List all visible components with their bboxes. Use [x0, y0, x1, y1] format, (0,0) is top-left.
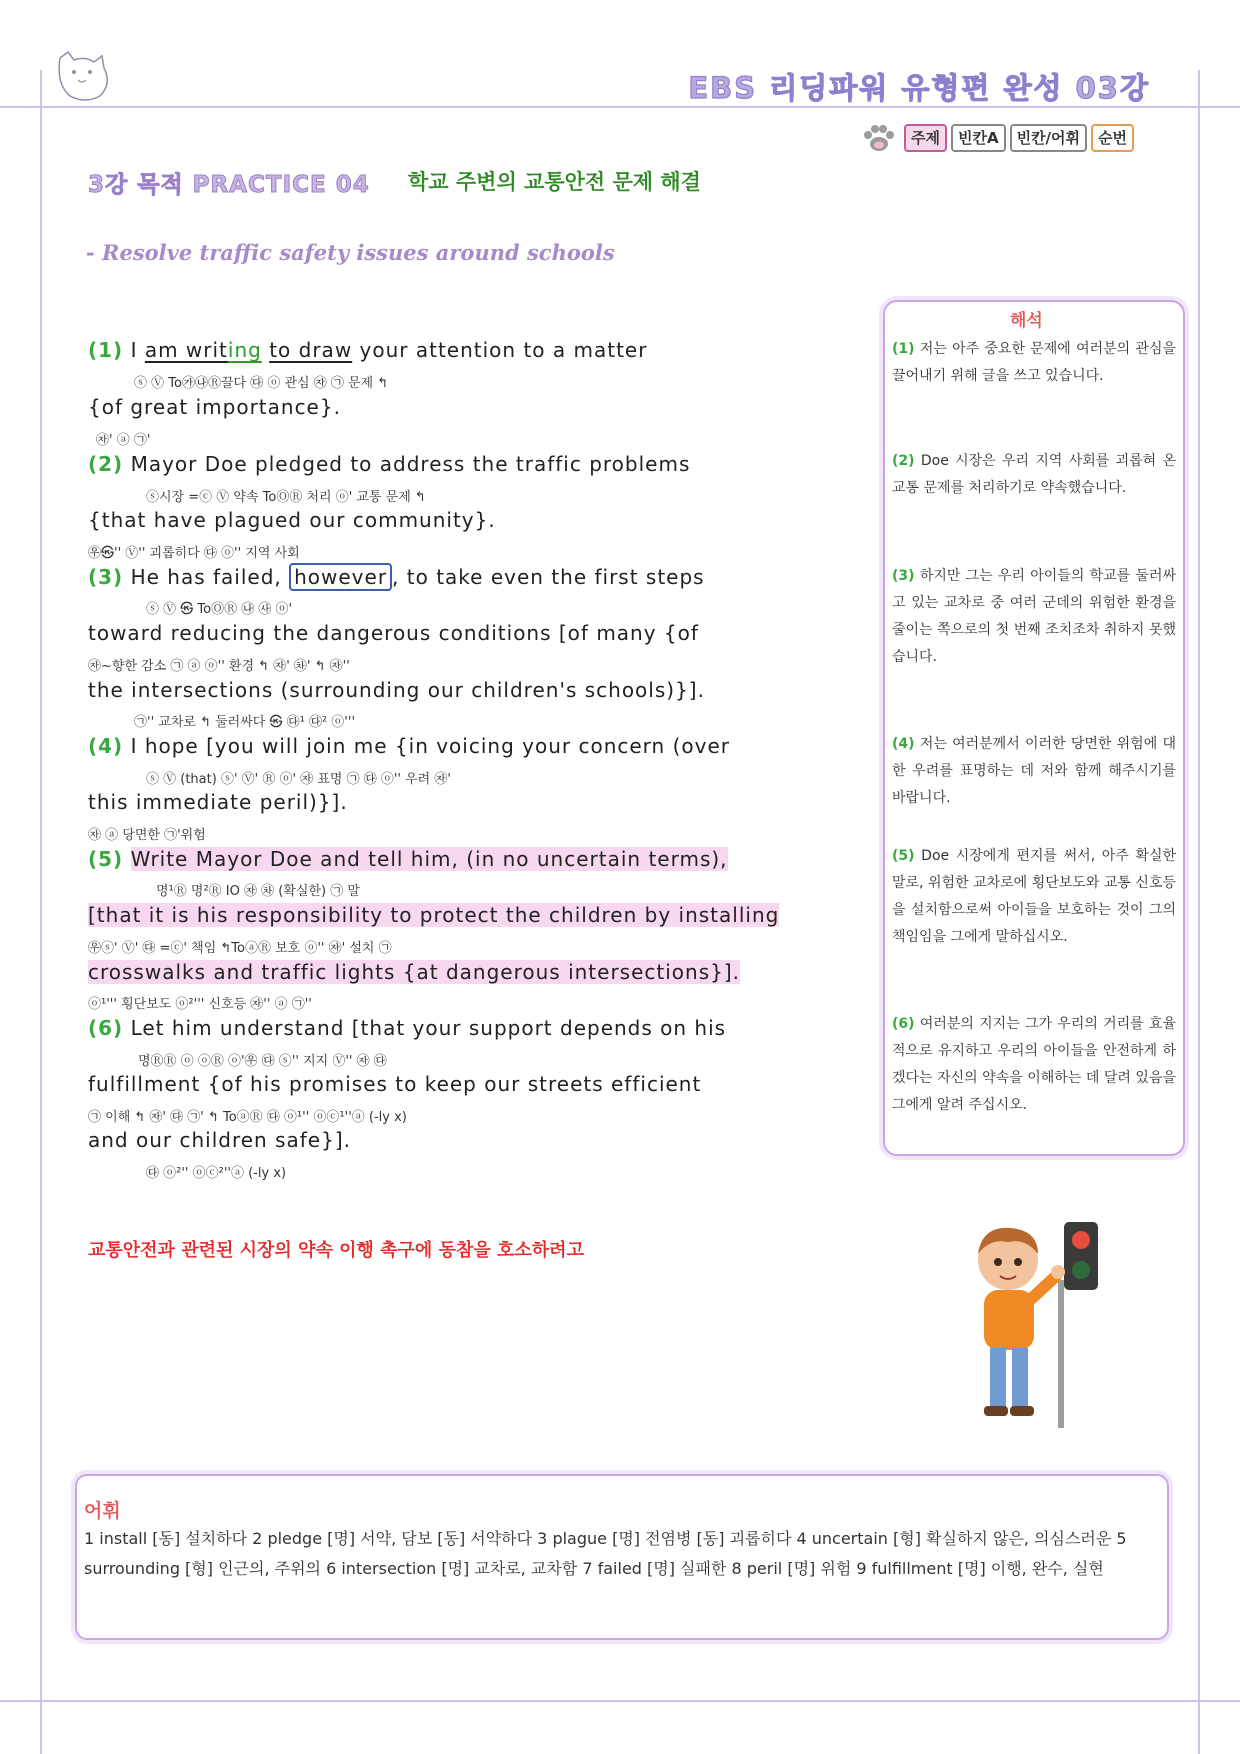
topic-english: - Resolve traffic safety issues around schools — [86, 240, 615, 265]
kid-traffic-light-illustration — [960, 1220, 1110, 1430]
gloss-5b: ㉾ⓢ' Ⓥ' ㉰ =ⓒ' 책임 ↰ToⓐⓇ 보호 ⓞ'' ㉶' 설치 ㉠ — [88, 941, 392, 956]
sentence-2-line-1: (2) Mayor Doe pledged to address the traffic problems — [88, 452, 691, 476]
translation-1: (1) 저는 아주 중요한 문제에 여러분의 관심을 끌어내기 위해 글을 쓰고 있습니다. — [892, 341, 1176, 384]
sentence-5-line-3: crosswalks and traffic lights {at dangerous intersections}]. — [88, 960, 741, 984]
gloss-6c: ㉰ ⓞ²'' ⓞⓒ²''ⓐ (-ly x) — [146, 1166, 287, 1181]
sentence-3-line-1: (3) He has failed, however , to take even the first steps — [88, 565, 705, 589]
type-tags — [904, 124, 1134, 152]
sentence-6-line-2: fulfillment {of his promises to keep our streets efficient — [88, 1072, 702, 1096]
sentence-5-line-1: (5) Write Mayor Doe and tell him, (in no uncertain terms), — [88, 847, 728, 871]
translation-5: (5) Doe 시장에게 편지를 써서, 아주 확실한 말로, 위험한 교차로에 횡단보도와 교통 신호등을 설치함으로써 아이들을 보호하는 것이 그의 책임임을 그에게 말하십시오. — [892, 848, 1177, 945]
gloss-2a: ⓢ시장 =ⓒ Ⓥ 약속 ToⓄⓇ 처리 ⓞ' 교통 문제 ↰ — [146, 490, 426, 505]
series-title: EBS 리딩파워 유형편 완성 03강 — [688, 71, 1150, 105]
sentence-6-line-3: and our children safe}]. — [88, 1128, 351, 1152]
footer-rule — [0, 1700, 1240, 1702]
purpose-statement: 교통안전과 관련된 시장의 약속 이행 촉구에 동참을 호소하려고 — [88, 1240, 584, 1261]
tag-blank-a[interactable]: 빈칸A — [951, 124, 1006, 152]
sentence-2-line-2: {that have plagued our community}. — [88, 508, 496, 532]
sentence-1-line-2: {of great importance}. — [88, 395, 341, 419]
translation-4: (4) 저는 여러분께서 이러한 당면한 위험에 대한 우려를 표명하는 데 저와 함께 해주시기를 바랍니다. — [892, 736, 1176, 806]
gloss-5c: ⓞ¹''' 횡단보도 ⓞ²''' 신호등 ㉶'' ⓐ ㉠'' — [88, 997, 312, 1012]
vocab-title: 어휘 — [84, 1500, 121, 1522]
sentence-4-line-2: this immediate peril)}]. — [88, 790, 348, 814]
gloss-3c: ㉠'' 교차로 ↰ 둘러싸다 ㉿ ㉰¹ ㉰² ⓞ''' — [134, 715, 356, 730]
left-rule — [40, 70, 42, 1754]
practice-label: 3강 목적 PRACTICE 04 — [88, 172, 370, 198]
tag-blank-vocab[interactable]: 빈칸/어휘 — [1010, 124, 1087, 152]
sentence-6-line-1: (6) Let him understand [that your support depends on his — [88, 1016, 727, 1040]
gloss-6b: ㉠ 이해 ↰ ㉶' ㉰ ㉠' ↰ ToⓐⓇ ㉰ ⓞ¹'' ⓞⓒ¹''ⓐ (-ly x) — [88, 1110, 407, 1125]
topic-korean: 학교 주변의 교통안전 문제 해결 — [408, 170, 701, 194]
cat-logo-icon — [50, 48, 120, 104]
tag-topic[interactable]: 주제 — [904, 124, 947, 152]
tag-order[interactable]: 순번 — [1091, 124, 1134, 152]
gloss-6a: 명ⓇⓇ ⓞ ⓞⓇ ⓞ'㉾ ㉰ ⓢ'' 지지 Ⓥ'' ㉶ ㉰ — [138, 1054, 387, 1069]
translation-3: (3) 하지만 그는 우리 아이들의 학교를 둘러싸고 있는 교차로 중 여러 군데의 위험한 환경을 줄이는 쪽으로의 첫 번째 조치조차 취하지 못했습니다. — [892, 568, 1176, 665]
gloss-1b: ㉶' ⓐ ㉠' — [96, 433, 151, 448]
however-box: however — [289, 563, 392, 591]
gloss-2b: ㉾㉿'' Ⓥ'' 괴롭히다 ㉰ ⓞ'' 지역 사회 — [88, 546, 300, 561]
sentence-1-line-1: (1) I am writing to draw your attention to a matter — [88, 338, 648, 362]
sentence-5-line-2: [that it is his responsibility to protect the children by installing — [88, 903, 780, 927]
gloss-4a: ⓢ Ⓥ (that) ⓢ' Ⓥ' Ⓡ ⓞ' ㉶ 표명 ㉠ ㉰ ⓞ'' 우려 ㉶' — [146, 772, 451, 787]
gloss-1a: ⓢ Ⓥ To㉮㉯Ⓡ끌다 ㉰ ⓞ 관심 ㉶ ㉠ 문제 ↰ — [134, 376, 389, 391]
translation-title: 해석 — [1010, 311, 1043, 331]
gloss-3b: ㉶~향한 감소 ㉠ ⓐ ⓞ'' 환경 ↰ ㉶' ㉷' ↰ ㉶'' — [88, 659, 350, 674]
right-rule — [1198, 70, 1200, 1754]
translation-2: (2) Doe 시장은 우리 지역 사회를 괴롭혀 온 교통 문제를 처리하기로 약속했습니다. — [892, 453, 1176, 496]
paw-icon — [862, 124, 896, 154]
gloss-3a: ⓢ Ⓥ ㉿ ToⓄⓇ ㉯ ㉴ ⓞ' — [146, 602, 293, 617]
sentence-3-line-2: toward reducing the dangerous conditions [of many {of — [88, 621, 699, 645]
gloss-4b: ㉶ ⓐ 당면한 ㉠'위험 — [88, 828, 206, 843]
vocab-list: 1 install [동] 설치하다 2 pledge [명] 서약, 담보 [동] 서약하다 3 plague [명] 전염병 [동] 괴롭히다 4 uncertain [형] 확실하지 않은, 의심스러운 5 surrounding [형] 인근의, 주위의 6 intersection [명] 교차로, 교차함 7 failed [명] 실패한 8 peril [명] 위험 9 fulfillment [명] 이행, 완수, 실현 — [84, 1529, 1127, 1578]
sentence-4-line-1: (4) I hope [you will join me {in voicing your concern (over — [88, 734, 730, 758]
translation-6: (6) 여러분의 지지는 그가 우리의 거리를 효율적으로 유지하고 우리의 아이들을 안전하게 하겠다는 자신의 약속을 이해하는 데 달려 있음을 그에게 알려 주십시오. — [892, 1016, 1176, 1113]
sentence-3-line-3: the intersections (surrounding our children's schools)}]. — [88, 678, 705, 702]
gloss-5a: 명¹Ⓡ 명²Ⓡ IO ㉶ ㉷ (확실한) ㉠ 말 — [156, 884, 360, 899]
